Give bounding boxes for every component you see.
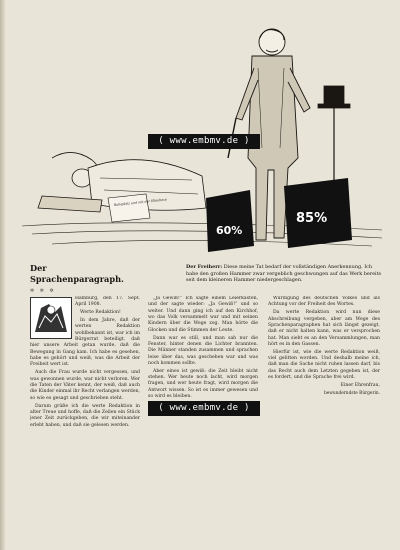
cartoon-caption — [186, 264, 382, 284]
col2-paragraph: Aber eines ist gewiß: die Zeit bleibt nicht stehen. Wer heute noch lacht, wird morgen fragen, und wer heute fragt, wird morgen die Antwort wissen. So ist es immer gewesen und so wird es bleiben. — [148, 368, 258, 400]
text-column-1 — [30, 296, 140, 542]
col2-paragraph: Dann war es still, und man sah nur die Fenster, hinter denen die Lichter brannten. Die Männer standen zusammen und sprachen leise über das, was geschehen war und was noch kommen sollte. — [148, 335, 258, 366]
col1-paragraph: Auch die Frau wurde nicht vergessen, und was gewonnen wurde, war nicht verloren. Wer die Taten der Väter kennt, der weiß, daß auch die Kinder einmal ihr Recht verlangen werden, so wie es gesagt und geschrieben steht. — [30, 370, 140, 401]
section-divider: ✲ ✲ ✲ — [30, 288, 56, 294]
text-column-3 — [268, 296, 380, 542]
col3-paragraph: Würdigung des deutschen Volkes und als Achtung vor der Freiheit des Wortes. — [268, 296, 380, 308]
col2-paragraph: „Ja Gewiß!“ Ich sagte einem Leierkasten, und der sagte wieder: „Ja Gewiß!“ und so weiter. Und dann ging ich auf den Kirchhof, wo das Volk versammelt war und mit seinen Kindern über die Wege zog. Man hörte die Glocken und die Stimmen der Leute. — [148, 296, 258, 333]
text-column-2 — [148, 296, 258, 542]
watermark-bottom: ( www.embmv.de ) — [148, 401, 260, 416]
watermark-top: ( www.embmv.de ) — [148, 134, 260, 149]
article-title: Der Sprachenparagraph. — [30, 263, 124, 284]
col1-paragraph: In dem Jahre, daß der werten Redaktion wohlbekannt ist, war ich im Bürgerrat beteiligt, daß hier unsere Arbeit getan wurde, daß die Bewegung in Gang kam. Ich habe es gesehen, habe es gehört und weiß, was die Arbeit der Freiheit wert ist. — [30, 318, 140, 368]
col1-paragraph: Darum grüße ich die werte Redaktion in alter Treue und hoffe, daß die Zeilen ein Stück jener Zeit zurückgeben, die wir miteinander erlebt haben, und daß sie gelesen werden. — [30, 403, 140, 428]
signature: Einer Ehrenfrau, — [340, 382, 380, 388]
salutation: Werte Redaktion! — [80, 310, 121, 316]
price-tag-right: 85% — [296, 211, 328, 226]
col3-paragraph: Hierfür ist, wie die werte Redaktion weiß, viel gelitten worden. Und deshalb meine ich, daß man die Sache nicht ruhen lassen darf, bis das Recht auch dem Letzten gegeben ist, der es fordert, und die Sprache frei wird. — [268, 349, 380, 381]
woodcut-image — [30, 297, 72, 339]
weight-60 — [206, 190, 254, 252]
caption-text: Diese meine Tat bedarf der vollständigen Anerkennung. Ich habe den großen Hammer zwar vergeblich geschwungen auf das Werk bereits seit dem kleineren Hammer niedergeschlagen. — [186, 264, 382, 284]
dateline: Hamburg, den 17. Sept. April 1908. — [75, 296, 140, 308]
scroll-text: Ruheplatz und mit der Ellenhexe — [113, 197, 168, 207]
caption-speaker: Der Freiherr: — [186, 264, 223, 270]
price-tag-left: 60% — [216, 224, 243, 237]
page-binding-shadow — [0, 0, 6, 550]
col3-paragraph: Da werte Redaktion wird nun diese Abschreibung vergeben, aber am Wege des Sprachenparagraphen hat sich längst gezeigt, daß er nicht halten kann, was er versprochen hat. Man sieht es an den Versammlungen, man hört es in den Gassen. — [268, 310, 380, 347]
weight-85 — [284, 178, 352, 248]
signature-role: bewunderndste Bürgerin. — [323, 390, 380, 396]
